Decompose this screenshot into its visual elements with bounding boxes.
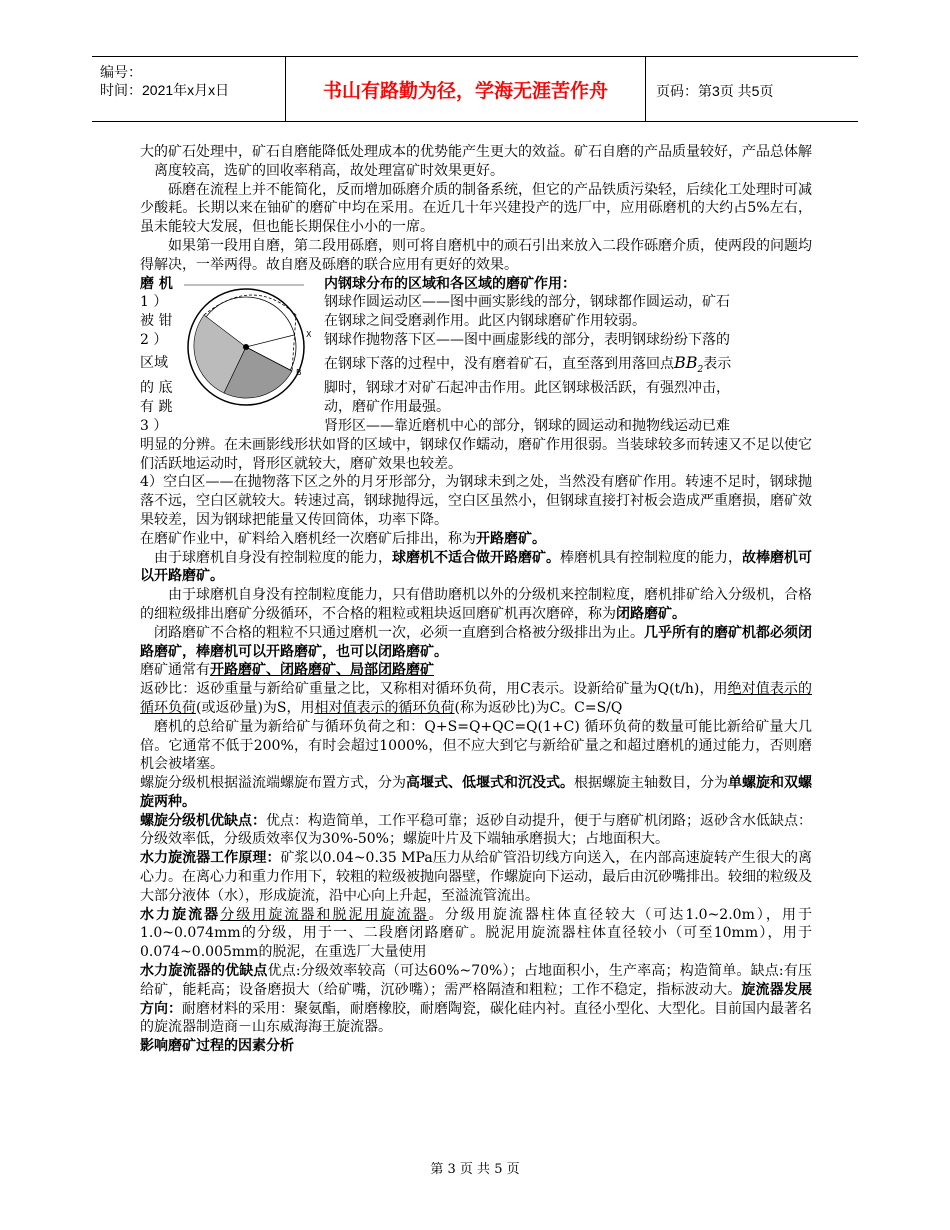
text-span: 优点:分级效率较高（可达60%~70%）；占地面积小，生产率高；构造简单。缺点:有压给矿，能耗高；设备磨损大（给矿嘴，沉砂嘴）；需严格隔渣和粗粒；工作不稳定，指标波动大。 — [140, 963, 812, 998]
text-span: (或返砂量)为S，用 — [196, 699, 315, 716]
bold-term: 高堰式、低堰式和沉没式。 — [406, 775, 574, 792]
bold-term: 故棒磨机可以开路磨矿。 — [140, 549, 812, 585]
zone-text-part: 在钢球下落的过程中，没有磨着矿石，直至落到用落回点 — [324, 355, 674, 372]
header-time: 时间：2021年x月x日 — [100, 82, 230, 98]
paragraph — [140, 812, 812, 850]
paragraph: 砾磨在流程上并不能简化，反而增加砾磨介质的制备系统，但它的产品铁质污染轻，后续化工处理时可减少酸耗。长期以来在铀矿的磨矿中均在采用。在近几十年兴建投产的选厂中，应用砾磨机的大约占5%左右，虽未能较大发展，但也能长期保住小小的一席。 — [140, 181, 812, 236]
zone-text-part: 表示 — [703, 355, 732, 372]
text-span: 优点：构造简单，工作平稳可靠；返砂自动提升，便于与磨矿机闭路；返砂含水低缺点：分级效率低，分级质效率仅为30%-50%；螺旋叶片及下端轴承磨损大；占地面积大。 — [140, 812, 812, 848]
paragraph — [140, 774, 812, 812]
zone-left: 的 底 — [140, 380, 173, 397]
paragraph — [140, 530, 812, 549]
document-body — [140, 143, 812, 1056]
page-header — [92, 56, 858, 122]
text-span: 矿浆以0.04~0.35 MPa压力从给矿管沿切线方向送入，在内部高速旋转产生很大的离心力。在离心力和重力作用下，较粗的粒级被抛向器壁，作螺旋向下运动，最后由沉砂嘴排出。较细的粒级及大部分液体（水），形成旋流，沿中心向上升起，至溢流管流出。 — [140, 850, 813, 904]
zone-text: 肾形区——靠近磨机中心的部分，钢球的圆运动和抛物线运动已难 — [324, 417, 730, 434]
paragraph — [140, 1037, 812, 1056]
text-span: 棒磨机具有控制粒度的能力， — [560, 549, 742, 566]
paragraph: 明显的分辨。在未画影线形状如肾的区域中，钢球仅作蠕动，磨矿作用很弱。当装球较多而转速又不足以使它们活跃地运动时，肾形区就较大，磨矿效果也较差。 — [140, 436, 812, 472]
text-span: 螺旋分级机根据溢流端螺旋布置方式，分为 — [140, 775, 406, 792]
zone-left: 有 跳 — [140, 399, 173, 416]
text-span: (称为返砂比)为C。C=S/Q — [454, 699, 623, 716]
text-span: 在磨矿作业中，矿料给入磨机经一次磨矿后排出，称为 — [140, 530, 476, 547]
section-heading: 影响磨矿过程的因素分析 — [140, 1038, 294, 1055]
bold-term: 几乎所有的磨矿机都必须闭路磨矿，棒磨机可以开路磨矿，也可以闭路磨矿。 — [140, 624, 812, 660]
underline-term: 相对值表示的循环负荷 — [314, 699, 455, 716]
bold-term: 球磨机不适合做开路磨矿。 — [392, 549, 560, 566]
mill-zones-section — [140, 275, 812, 436]
zone-left: 被 钳 — [140, 313, 173, 330]
text-span: 耐磨材料的采用：聚氨酯，耐磨橡胶，耐磨陶瓷，碳化硅内衬。直径小型化、大型化。目前国内最著名的旋流器制造商－山东威海海王旋流器。 — [140, 1000, 812, 1036]
paragraph: 大的矿石处理中，矿石自磨能降低处理成本的优势能产生更大的效益。矿石自磨的产品质量较好，产品总体解离度较高，选矿的回收率稍高，故处理富矿时效果更好。 — [140, 144, 812, 179]
figure-label-b: B — [296, 367, 302, 377]
zone-num: 2 ） — [140, 331, 168, 348]
zone-heading-left: 磨 机 — [140, 275, 173, 292]
paragraph — [140, 680, 812, 718]
bold-term: 闭路磨矿。 — [616, 605, 686, 622]
underline-term: 分级用旋流器和脱泥用旋流器 — [220, 906, 429, 923]
text-span: 磨矿通常有 — [140, 662, 210, 679]
paragraph — [140, 849, 812, 905]
zone-left: 区域 — [140, 354, 168, 371]
zone-num: 1 ） — [140, 294, 168, 311]
paragraph: 磨机的总给矿量为新给矿与循环负荷之和：Q+S=Q+QC=Q(1+C) 循环负荷的数量可能比新给矿量大几倍。它通常不低于200%，有时会超过1000%，但不应大到它与新给矿量之和超过磨机的通过能力，否则磨机会被堵塞。 — [140, 718, 812, 773]
zone-text: 动，磨矿作用最强。 — [324, 399, 450, 416]
bold-term: 旋流器发展方向： — [140, 981, 813, 1017]
text-span: 由于球磨机自身没有控制粒度的能力， — [154, 549, 392, 566]
header-motto: 书山有路勤为径，学海无涯苦作舟 — [285, 57, 646, 121]
paragraph — [140, 549, 812, 587]
zone-text: 在钢球之间受磨剥作用。此区内钢球磨矿作用较弱。 — [324, 313, 646, 330]
bold-term: 水力旋流器工作原理： — [140, 850, 281, 867]
zone-text — [324, 354, 731, 380]
paragraph — [140, 661, 812, 680]
bold-term: 水力旋流器的优缺点 — [140, 963, 268, 980]
text-span: 根据螺旋主轴数目，分为 — [574, 775, 728, 792]
zone-num: 3 ） — [140, 417, 168, 434]
zone-line — [140, 417, 812, 436]
bold-term: 水力旋流器 — [140, 906, 221, 923]
zone-text: 钢球作抛物落下区——图中画虚影线的部分，表明钢球纷纷下落的 — [324, 331, 730, 348]
header-page: 页码：第3页 共5页 — [656, 83, 774, 99]
paragraph — [140, 962, 812, 1037]
math-sub: 2 — [697, 364, 704, 375]
paragraph — [140, 586, 812, 624]
bold-term: 螺旋分级机优缺点： — [140, 812, 266, 829]
bold-term: 单螺旋和双螺旋两种。 — [140, 775, 812, 810]
paragraph — [140, 624, 812, 662]
text-span: 返砂比：返砂重量与新给矿重量之比，又称相对循环负荷，用C表示。设新给矿量为Q(t/h)，用 — [140, 681, 728, 698]
paragraph: 4）空白区——在抛物落下区之外的月牙形部分，为钢球未到之处，当然没有磨矿作用。转速不足时，钢球抛落不远，空白区就较大。转速过高，钢球抛得远，空白区虽然小，但钢球直接打衬板会造成严重磨损，磨矿效果较差，因为钢球把能量又传回筒体，功率下降。 — [140, 474, 812, 528]
zone-heading-text: 内钢球分布的区域和各区域的磨矿作用： — [324, 275, 576, 292]
math-bb: BB — [674, 352, 698, 372]
paragraph: 如果第一段用自磨，第二段用砾磨，则可将自磨机中的顽石引出来放入二段作砾磨介质，使两段的问题均得解决，一举两得。故自磨及砾磨的联合应用有更好的效果。 — [140, 237, 812, 273]
text-span: 。分级用旋流器柱体直径较大（可达1.0~2.0m），用于1.0~0.074mm的分级，用于一、二段磨闭路磨矿。脱泥用旋流器柱体直径较小（可至10mm），用于0.074~0.005mm的脱泥，在重选厂大量使用 — [140, 906, 813, 961]
underline-term: 绝对值表示的循环负荷 — [140, 681, 812, 716]
mill-diagram-figure — [184, 275, 322, 415]
text-span: 闭路磨矿不合格的粗粒不只通过磨机一次，必须一直磨到合格被分级排出为止。 — [154, 624, 644, 641]
zone-text: 脚时，钢球才对矿石起冲击作用。此区钢球极活跃，有强烈冲击， — [324, 380, 730, 397]
header-number: 编号： — [100, 64, 142, 80]
zone-text: 钢球作圆运动区——图中画实影线的部分，钢球都作圆运动，矿石 — [324, 294, 730, 311]
page-footer: 第 3 页 共 5 页 — [430, 1162, 520, 1177]
bold-term: 开路磨矿。 — [476, 530, 546, 547]
header-meta — [100, 63, 229, 99]
paragraph — [140, 906, 812, 962]
figure-label-x: X — [306, 329, 312, 339]
text-span: 由于球磨机自身没有控制粒度能力，只有借助磨机以外的分级机来控制粒度，磨机排矿给入分级机，合格的细粒级排出磨矿分级循环，不合格的粗粒或粗块返回磨矿机再次磨碎，称为 — [140, 587, 812, 622]
bold-underline-term: 开路磨矿、闭路磨矿、局部闭路磨矿 — [210, 662, 434, 679]
